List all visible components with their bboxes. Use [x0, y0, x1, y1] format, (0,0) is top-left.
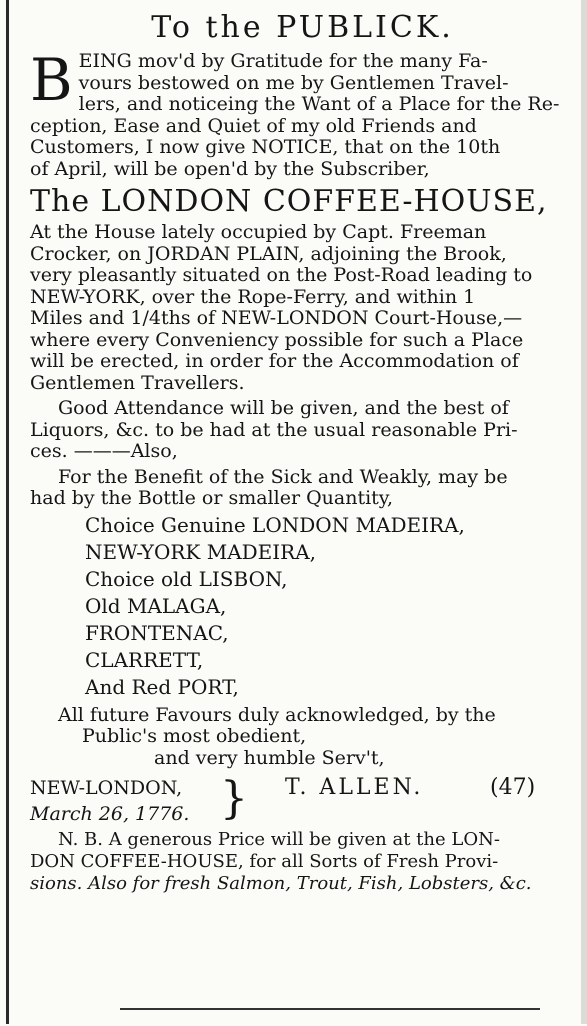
closing-paragraph — [30, 705, 575, 770]
location-line: Crocker, on JORDAN PLAIN, adjoining the Brook, — [30, 242, 507, 265]
benefit-line: had by the Bottle or smaller Quantity, — [30, 487, 394, 509]
ad-number: (47) — [490, 775, 536, 800]
closing-line: and very humble Serv't, — [154, 746, 385, 769]
location-line: will be erected, in order for the Accommodation of — [30, 350, 519, 372]
intro-line: EING mov'd by Gratitude for the many Fa- — [78, 50, 488, 72]
wine-item: NEW-YORK MADEIRA, — [85, 539, 317, 564]
nb-line: N. B. A generous Price will be given at the LON- — [58, 829, 500, 850]
signature-name: T. ALLEN. — [285, 775, 424, 800]
signature-date: March 26, 1776. — [30, 803, 190, 825]
location-line: NEW-YORK, over the Rope-Ferry, and within 1 — [30, 285, 476, 308]
advertisement — [30, 10, 575, 895]
wine-item: And Red PORT, — [85, 674, 239, 699]
nb-line: DON COFFEE-HOUSE, for all Sorts of Fresh Provi- — [30, 851, 499, 872]
wine-item: Choice old LISBON, — [85, 566, 288, 591]
intro-line: vours bestowed on me by Gentlemen Travel- — [78, 71, 509, 94]
attendance-line: Liquors, &c. to be had at the usual reasonable Pri- — [30, 418, 518, 441]
wine-item: FRONTENAC, — [85, 620, 229, 645]
wine-item: CLARRETT, — [85, 647, 204, 672]
ad-title: To the PUBLICK. — [151, 10, 454, 45]
wine-item: Choice Genuine LONDON MADEIRA, — [85, 512, 465, 537]
intro-line: of April, will be open'd by the Subscriber, — [30, 157, 430, 180]
attendance-line: ces. ———Also, — [30, 440, 178, 462]
closing-line: Public's most obedient, — [82, 725, 307, 747]
location-line: Miles and 1/4ths of NEW-LONDON Court-House,— — [30, 307, 523, 329]
wine-item: Old MALAGA, — [85, 593, 227, 618]
signature-place: NEW-LONDON, — [30, 777, 183, 799]
intro-line: lers, and noticeing the Want of a Place for the Re- — [78, 93, 560, 115]
intro-line: ception, Ease and Quiet of my old Friends and — [30, 114, 477, 137]
attendance-line: Good Attendance will be given, and the best of — [58, 397, 509, 419]
location-line: Gentlemen Travellers. — [30, 371, 245, 394]
intro-paragraph — [30, 46, 575, 180]
drop-cap: B — [30, 46, 73, 114]
location-line: very pleasantly situated on the Post-Road leading to — [30, 264, 533, 286]
benefit-paragraph — [30, 467, 575, 510]
location-paragraph — [30, 222, 575, 394]
location-line: where every Conveniency possible for such a Place — [30, 328, 524, 351]
brace-glyph: } — [220, 773, 248, 824]
signature-block — [30, 775, 575, 825]
benefit-line: For the Benefit of the Sick and Weakly, may be — [58, 465, 508, 488]
wine-list — [30, 512, 575, 701]
location-line: At the House lately occupied by Capt. Freeman — [30, 221, 487, 243]
column-rule-left — [6, 0, 9, 1024]
column-rule-right — [581, 0, 587, 1024]
house-name-heading: The LONDON COFFEE-HOUSE, — [30, 184, 548, 219]
attendance-paragraph — [30, 398, 575, 463]
signature-place-date — [30, 775, 189, 827]
intro-line: Customers, I now give NOTICE, that on the 10th — [30, 136, 501, 158]
nb-paragraph — [30, 829, 575, 895]
nb-line: sions. Also for fresh Salmon, Trout, Fish, Lobsters, &c. — [30, 873, 532, 894]
closing-line: All future Favours duly acknowledged, by the — [58, 703, 496, 726]
next-ad-fragment — [120, 1008, 540, 1026]
